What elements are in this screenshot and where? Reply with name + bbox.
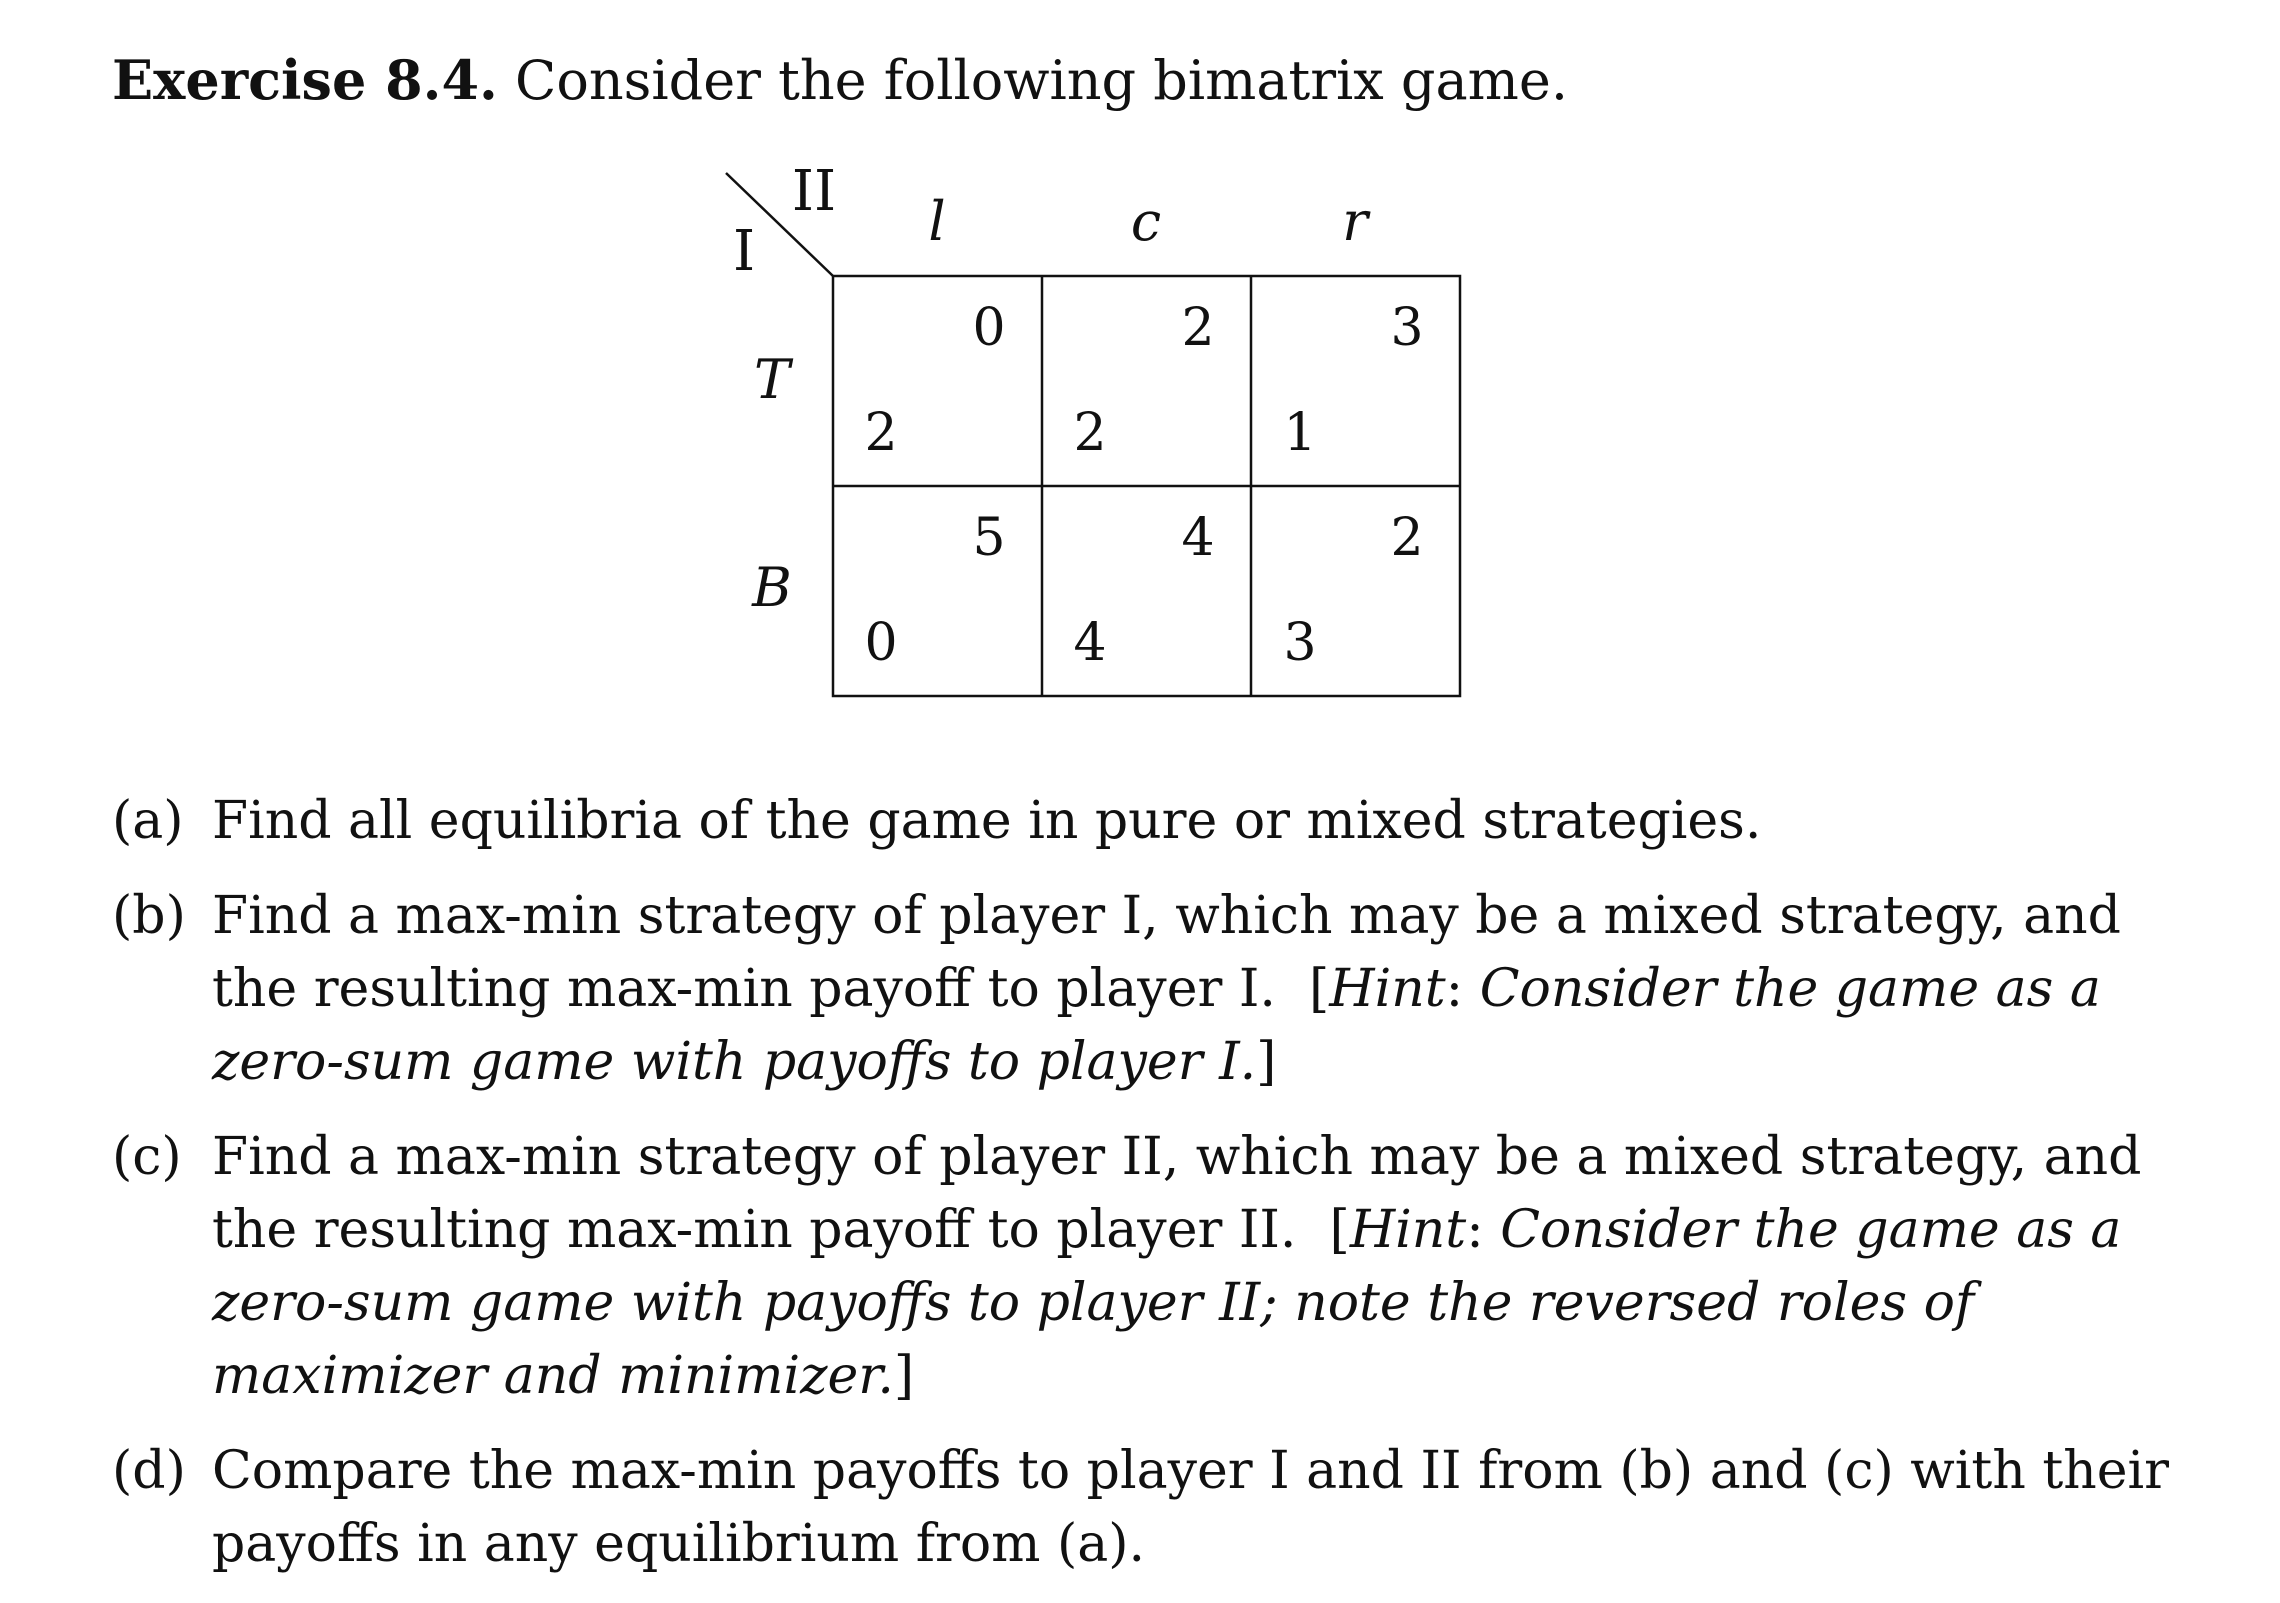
part-c-hint-open: [	[1329, 1200, 1350, 1260]
part-c-label: (c)	[112, 1127, 182, 1187]
payoff-T-r-p1: 1	[1283, 403, 1317, 463]
payoff-T-r-p2: 3	[1390, 298, 1424, 358]
part-b-hint-open: [	[1308, 959, 1330, 1019]
payoff-B-r-p2: 2	[1390, 508, 1424, 568]
part-b-label: (b)	[112, 886, 186, 946]
part-a-label: (a)	[112, 791, 184, 851]
payoff-T-l-p2: 0	[972, 298, 1006, 358]
payoff-B-c-p2: 4	[1181, 508, 1215, 568]
player-col-label: II	[791, 159, 837, 224]
part-a-text: Find all equilibria of the game in pure or mixed strategies.	[212, 791, 1762, 851]
row-strategy-B: B	[752, 556, 792, 619]
payoff-B-l-p2: 5	[972, 508, 1006, 568]
row-strategy-T: T	[753, 348, 791, 411]
part-b-hint-colon: :	[1445, 959, 1464, 1019]
part-c-hint-colon: :	[1466, 1200, 1484, 1260]
part-c-hint-close: ]	[893, 1346, 915, 1406]
payoff-B-r-p1: 3	[1283, 613, 1317, 673]
col-strategy-r: r	[1342, 190, 1368, 253]
part-c-text: Find a max-min strategy of player II, which may be a mixed strategy, and the resulting max-min payoff to player II.	[212, 1127, 2142, 1260]
exercise-parts	[112, 785, 2172, 1603]
bimatrix-game	[0, 0, 2280, 760]
part-b	[112, 880, 2172, 1099]
col-strategy-l: l	[928, 190, 946, 253]
col-strategy-c: c	[1130, 190, 1162, 253]
payoff-B-l-p1: 0	[864, 613, 898, 673]
part-a	[112, 785, 2172, 858]
part-c-hint-text: Consider the game as a zero-sum game with payoffs to player II; note the reversed roles of maximizer and minimizer.	[212, 1200, 2122, 1406]
payoff-B-c-p1: 4	[1073, 613, 1107, 673]
payoff-T-c-p2: 2	[1181, 298, 1215, 358]
payoff-T-l-p1: 2	[864, 403, 898, 463]
payoff-T-c-p1: 2	[1073, 403, 1107, 463]
part-b-hint-text: Consider the game as a zero-sum game with payoffs to player I.	[212, 959, 2101, 1092]
part-d	[112, 1435, 2172, 1581]
part-c-hint-word: Hint	[1349, 1200, 1467, 1260]
part-c	[112, 1121, 2172, 1413]
part-b-hint-word: Hint	[1329, 959, 1446, 1019]
exercise-intro: Consider the following bimatrix game.	[515, 49, 1569, 112]
part-b-text: Find a max-min strategy of player I, which may be a mixed strategy, and the resulting max-min payoff to player I.	[212, 886, 2121, 1019]
exercise-label: Exercise 8.4.	[112, 48, 498, 112]
part-d-label: (d)	[112, 1441, 186, 1501]
player-row-label: I	[732, 219, 756, 284]
part-b-hint-close: ]	[1256, 1032, 1277, 1092]
part-d-text: Compare the max-min payoffs to player I and II from (b) and (c) with their payoffs in any equilibrium from (a).	[212, 1441, 2169, 1574]
